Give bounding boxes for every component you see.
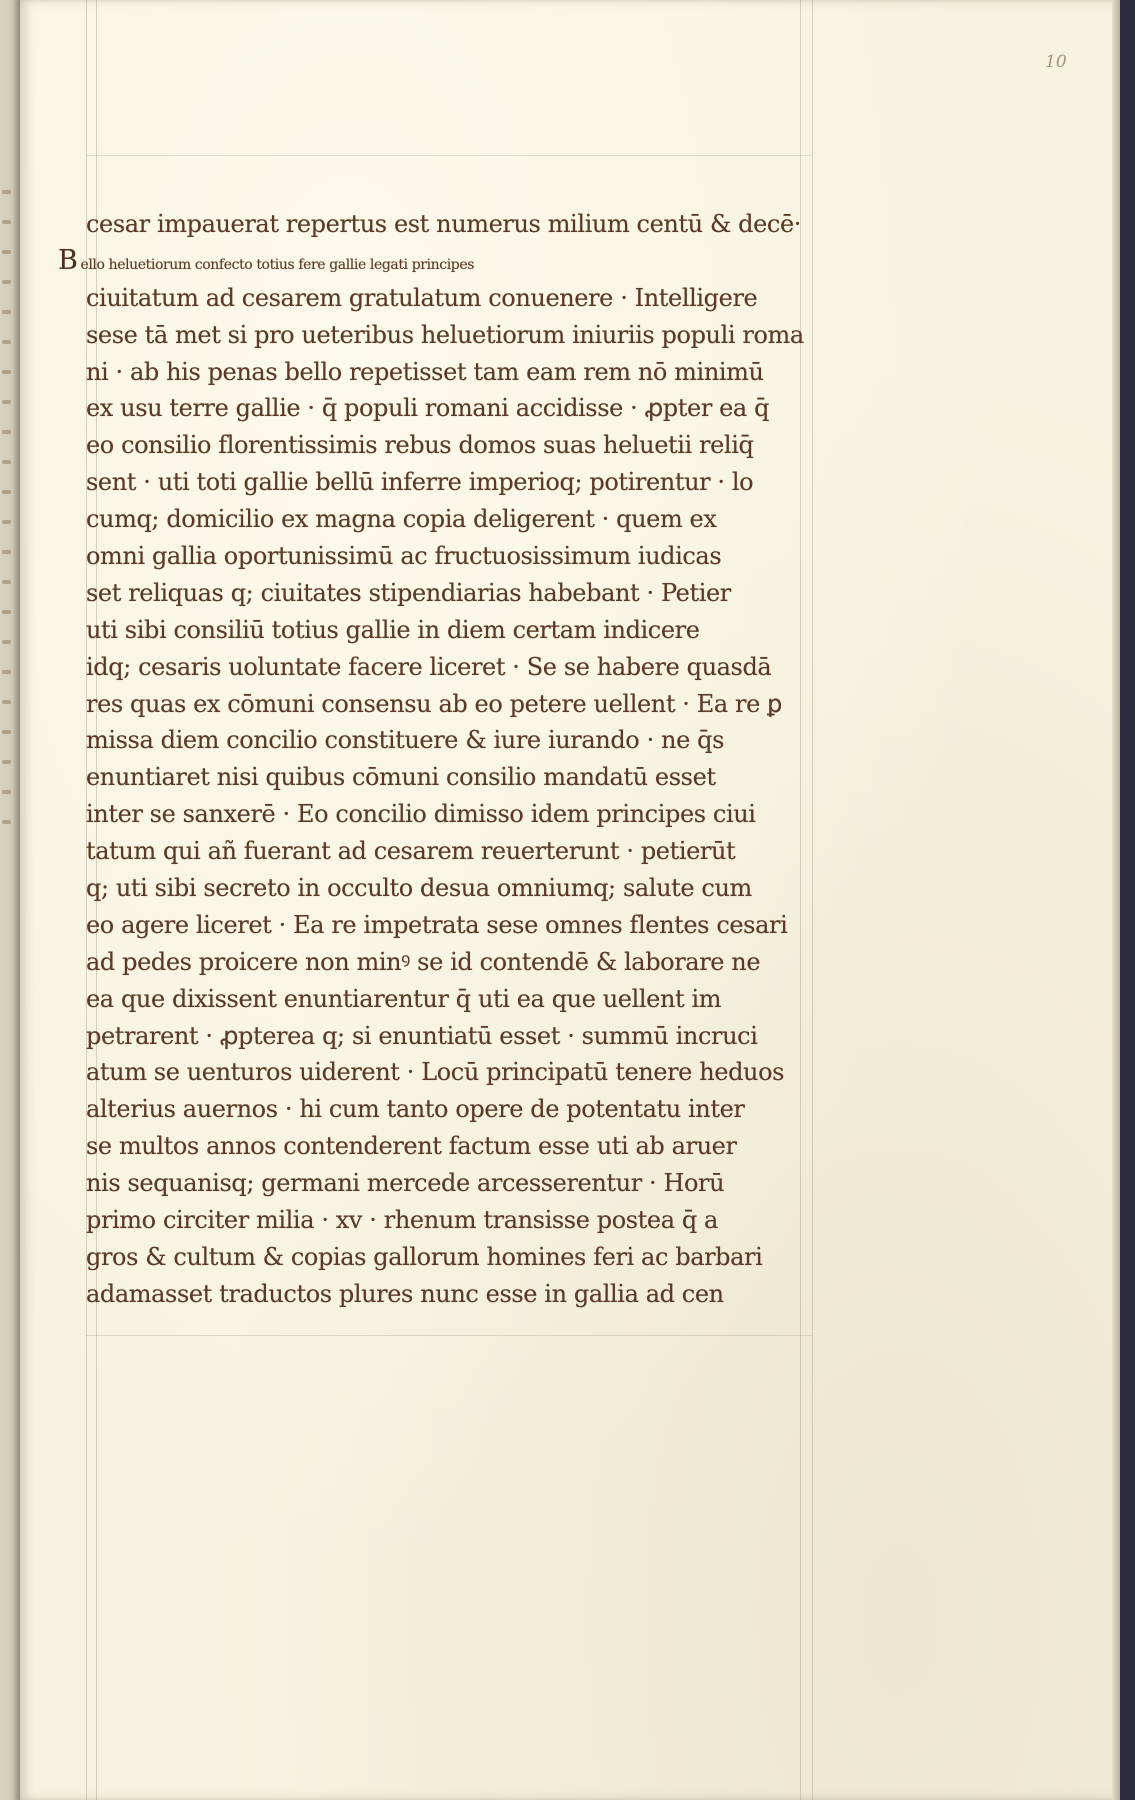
manuscript-line: alterius auernos · hi cum tanto opere de potentatu inter [86,1095,745,1124]
manuscript-line: ni · ab his penas bello repetisset tam eam rem nō minimū [86,357,764,386]
page-right-edge [1112,0,1120,1800]
manuscript-line: enuntiaret nisi quibus cōmuni consilio mandatū esset [86,763,716,792]
manuscript-line: cumq; domicilio ex magna copia deligerent · quem ex [86,505,717,534]
folio-number: 10 [1045,52,1067,72]
manuscript-line: cesar impauerat repertus est numerus milium centū & decē· [86,210,801,238]
manuscript-line: petrarent · ꝓpterea q; si enuntiatū esset · summū incruci [86,1021,758,1050]
manuscript-line: inter se sanxerē · Eo concilio dimisso idem principes ciui [86,800,756,829]
manuscript-line [58,243,821,280]
manuscript-line: res quas ex cōmuni consensu ab eo petere uellent · Ea re ꝑ [86,689,782,718]
manuscript-line: q; uti sibi secreto in occulto desua omniumq; salute cum [86,874,752,903]
previous-page-edge [0,0,20,1800]
manuscript-line: ex usu terre gallie · q̄ populi romani accidisse · ꝓpter ea q̄ [86,394,770,423]
manuscript-line: adamasset traductos plures nunc esse in gallia ad cen [86,1279,724,1308]
manuscript-line: omni gallia oportunissimū ac fructuosissimum iudicas [86,542,722,571]
manuscript-line: tatum qui añ fuerant ad cesarem reuerterunt · petierūt [86,837,736,866]
manuscript-line: set reliquas q; ciuitates stipendiarias habebant · Petier [86,578,731,607]
manuscript-line: nis sequanisq; germani mercede arcesserentur · Horū [86,1169,725,1198]
manuscript-line: ad pedes proicere non minꝰ se id contendē & laborare ne [86,947,761,976]
manuscript-line: atum se uenturos uiderent · Locū principatū tenere heduos [86,1058,785,1087]
manuscript-line: sent · uti toti gallie bellū inferre imperioq; potirentur · lo [86,468,754,497]
manuscript-line: sese tā met si pro ueteribus heluetiorum iniuriis populi roma [86,320,804,349]
manuscript-line: eo consilio florentissimis rebus domos suas heluetii reliq̄ [86,431,754,460]
manuscript-text-block [58,206,821,1313]
ruling-bottom [86,1335,812,1336]
manuscript-line: ciuitatum ad cesarem gratulatum conuenere · Intelligere [86,283,758,312]
initial-letter: B [58,244,78,276]
manuscript-line: uti sibi consiliū totius gallie in diem certam indicere [86,615,700,644]
previous-page-ink-marks [2,190,16,890]
manuscript-line: gros & cultum & copias gallorum homines feri ac barbari [86,1242,763,1271]
manuscript-line-text: ello heluetiorum confecto totius fere gallie legati principes [80,256,475,273]
manuscript-line: idq; cesaris uoluntate facere liceret · Se se habere quasdā [86,652,772,681]
manuscript-line: eo agere liceret · Ea re impetrata sese omnes flentes cesari [86,910,788,939]
manuscript-line: primo circiter milia · xv · rhenum transisse postea q̄ a [86,1206,718,1235]
manuscript-line: missa diem concilio constituere & iure iurando · ne q̄s [86,726,724,755]
ruling-top [86,155,812,156]
manuscript-line: ea que dixissent enuntiarentur q̄ uti ea que uellent im [86,984,722,1013]
manuscript-line: se multos annos contenderent factum esse uti ab aruer [86,1132,737,1161]
